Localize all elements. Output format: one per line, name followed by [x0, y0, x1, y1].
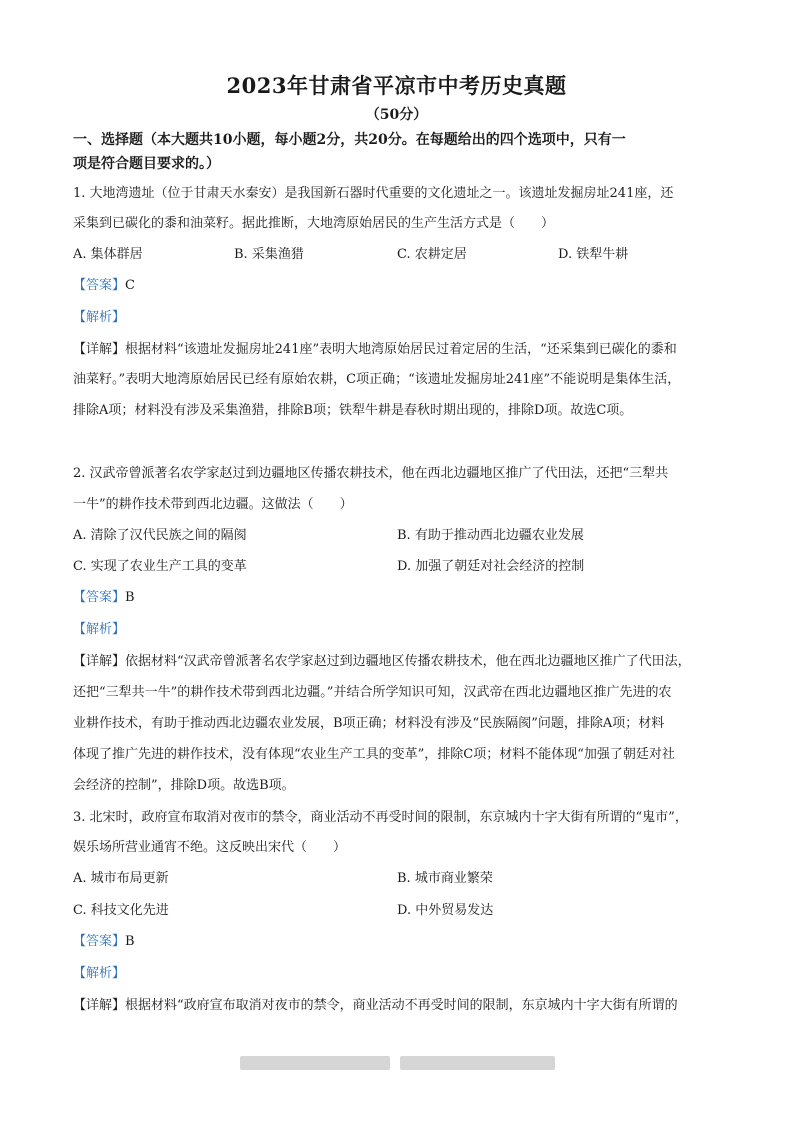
- section-heading-line-1: 一、选择题（本大题共10小题，每小题2分，共20分。在每题给出的四个选项中，只有一: [73, 132, 626, 148]
- q1-detail-line-1: 【详解】根据材料“该遗址发掘房址241座”表明大地湾原始居民过着定居的生活，“还采集到已碳化的黍和: [73, 342, 677, 357]
- q3-detail-line-1: 【详解】根据材料“政府宣布取消对夜市的禁令，商业活动不再受时间的限制，东京城内十字大街有所谓的: [73, 998, 678, 1013]
- q1-option-b: B. 采集渔猎: [234, 247, 304, 262]
- q1-answer-value: C: [125, 278, 135, 293]
- q1-detail-line-2: 油菜籽。”表明大地湾原始居民已经有原始农耕，C项正确；“该遗址发掘房址241座”不能说明是集体生活，: [73, 372, 681, 387]
- q1-option-d: D. 铁犁牛耕: [558, 247, 629, 262]
- q3-option-b: B. 城市商业繁荣: [397, 871, 493, 886]
- q2-detail-line-3: 业耕作技术，有助于推动西北边疆农业发展，B项正确；材料没有涉及“民族隔阂”问题，排除A项；材料: [73, 716, 665, 731]
- q2-stem-line-2: 一牛”的耕作技术带到西北边疆。这做法（ ）: [73, 497, 353, 512]
- q2-detail-line-5: 会经济的控制”，排除D项。故选B项。: [73, 778, 295, 793]
- page-title: 2023年甘肃省平凉市中考历史真题: [226, 73, 567, 98]
- q1-option-a: A. 集体群居: [73, 247, 143, 262]
- q2-option-a: A. 清除了汉代民族之间的隔阂: [73, 528, 247, 543]
- q1-option-c: C. 农耕定居: [397, 247, 467, 262]
- total-score: （50分）: [365, 107, 428, 123]
- footer-watermark-right: [400, 1056, 555, 1070]
- q2-answer-value: B: [125, 590, 135, 605]
- q3-option-d: D. 中外贸易发达: [397, 903, 494, 918]
- q3-option-a: A. 城市布局更新: [73, 871, 169, 886]
- q3-answer: 【答案】B: [73, 934, 135, 949]
- detail-label: 【详解】: [73, 342, 126, 357]
- q3-option-c: C. 科技文化先进: [73, 903, 169, 918]
- q1-answer: [73, 278, 723, 294]
- q1-stem-line-1: 1. 大地湾遗址（位于甘肃天水秦安）是我国新石器时代重要的文化遗址之一。该遗址发掘房址241座，还: [73, 186, 674, 201]
- q2-detail-line-1: 【详解】依据材料“汉武帝曾派著名农学家赵过到边疆地区传播农耕技术，他在西北边疆地区推广了代田法，: [73, 654, 691, 669]
- q2-option-d: D. 加强了朝廷对社会经济的控制: [397, 559, 585, 574]
- q3-answer-value: B: [125, 934, 135, 949]
- q2-option-b: B. 有助于推动西北边疆农业发展: [397, 528, 584, 543]
- answer-label: 【答案】: [73, 278, 126, 293]
- q2-detail-line-2: 还把“三犁共一牛”的耕作技术带到西北边疆。”并结合所学知识可知，汉武帝在西北边疆地区推广先进的农: [73, 685, 672, 700]
- q2-stem-line-1: 2. 汉武帝曾派著名农学家赵过到边疆地区传播农耕技术，他在西北边疆地区推广了代田法，还把“三犁共: [73, 466, 669, 481]
- q3-stem-line-2: 娱乐场所营业通宵不绝。这反映出宋代（ ）: [73, 840, 347, 855]
- section-heading-line-2: 项是符合题目要求的。）: [73, 156, 220, 172]
- footer-watermark-left: [240, 1056, 390, 1070]
- q1-stem-line-2: 采集到已碳化的黍和油菜籽。据此推断，大地湾原始居民的生产生活方式是（ ）: [73, 216, 555, 231]
- q1-analysis: [73, 310, 723, 326]
- analysis-label: 【解析】: [73, 310, 126, 325]
- q2-analysis: 【解析】: [73, 622, 126, 637]
- q2-answer: 【答案】B: [73, 590, 135, 605]
- q1-detail-line-3: 排除A项；材料没有涉及采集渔猎，排除B项；铁犁牛耕是春秋时期出现的，排除D项。故选C项。: [73, 403, 633, 418]
- q3-analysis: 【解析】: [73, 966, 126, 981]
- q3-stem-line-1: 3. 北宋时，政府宣布取消对夜市的禁令，商业活动不再受时间的限制，东京城内十字大街有所谓的“鬼市”，: [73, 810, 688, 825]
- q2-option-c: C. 实现了农业生产工具的变革: [73, 559, 247, 574]
- q2-detail-line-4: 体现了推广先进的耕作技术，没有体现“农业生产工具的变革”，排除C项；材料不能体现“加强了朝廷对社: [73, 747, 675, 762]
